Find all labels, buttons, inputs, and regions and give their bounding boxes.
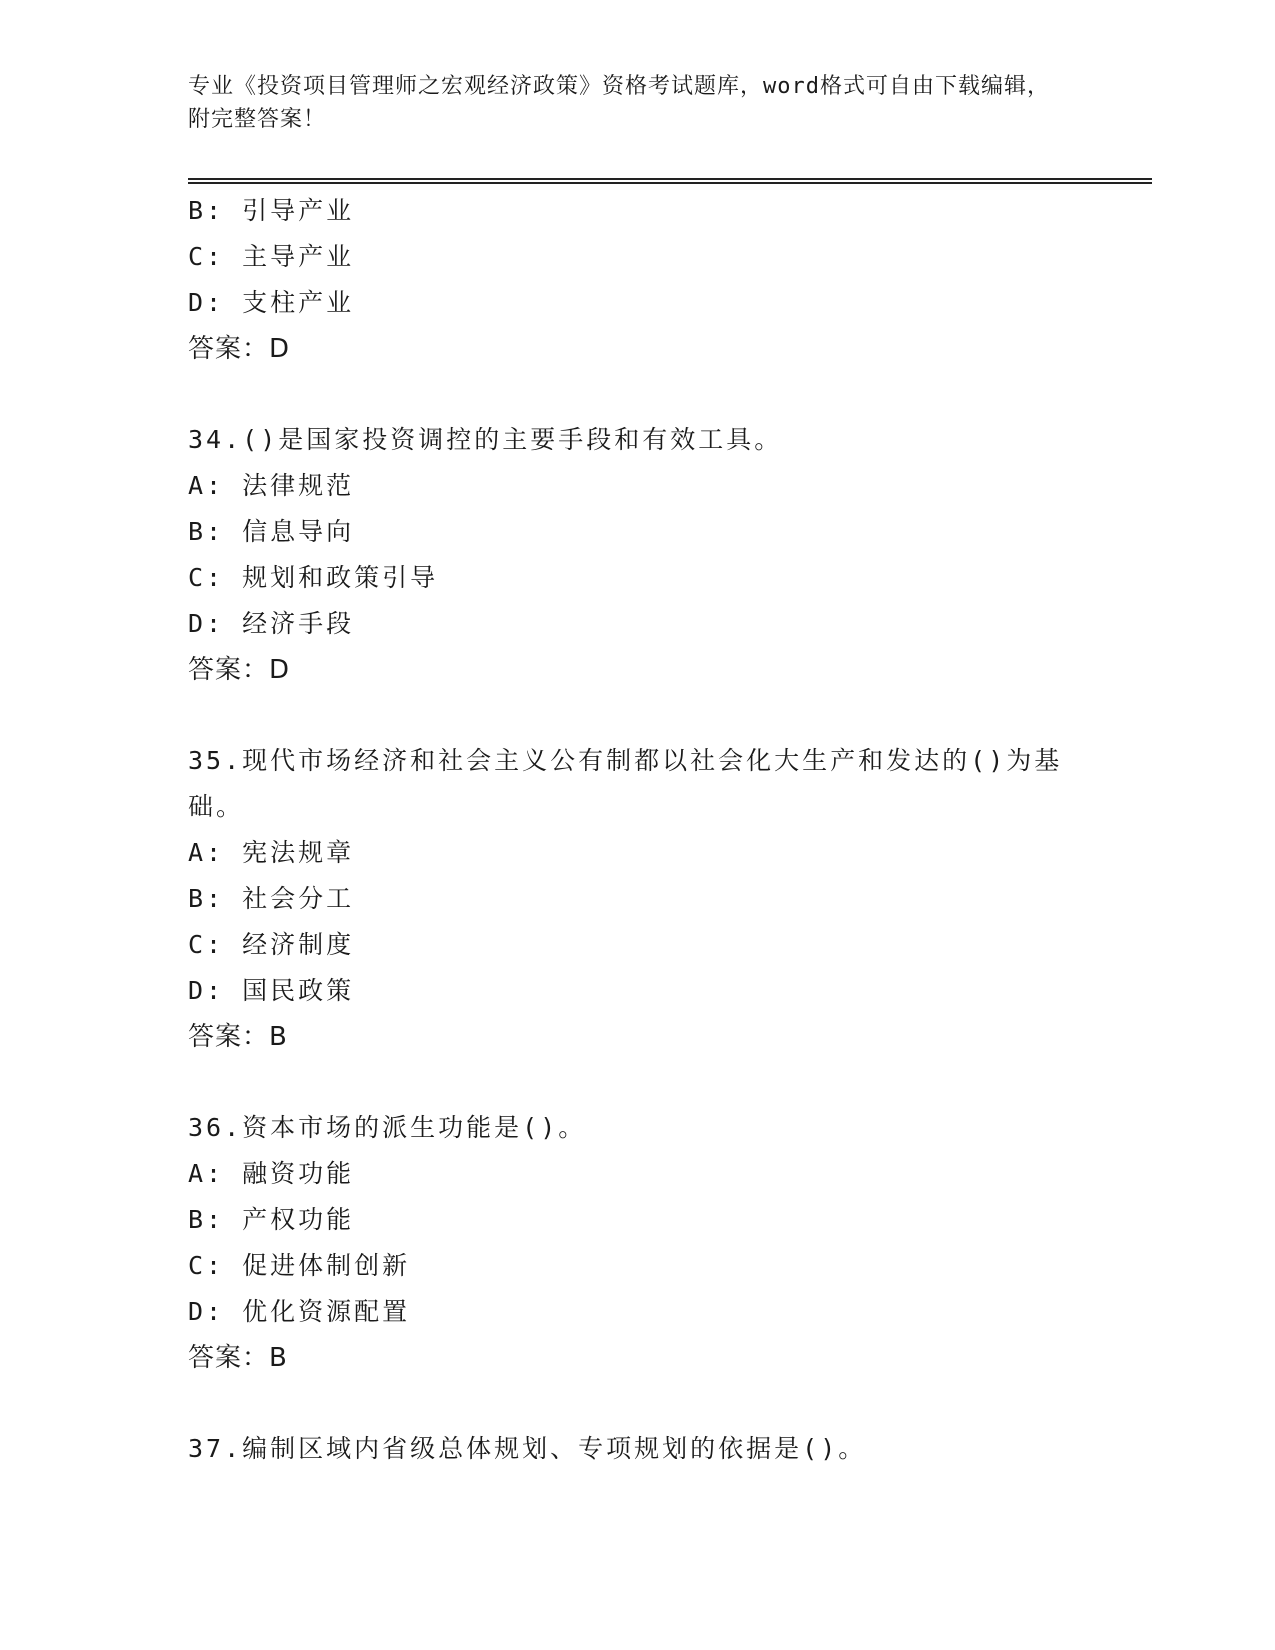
answer-line: 答案：D [188, 655, 291, 685]
option-d: D: 优化资源配置 [188, 1297, 411, 1326]
question-list [188, 188, 1088, 1472]
option-b: B: 引导产业 [188, 196, 355, 225]
option-a: A: 融资功能 [188, 1159, 355, 1188]
option-c: C: 经济制度 [188, 930, 355, 959]
question-text: 34.()是国家投资调控的主要手段和有效工具。 [188, 425, 783, 454]
header-intro: 专业《投资项目管理师之宏观经济政策》资格考试题库，word格式可自由下载编辑，附完整答案！ [188, 74, 1050, 132]
answer-line: 答案：B [188, 1343, 288, 1373]
option-b: B: 信息导向 [188, 517, 355, 546]
option-a: A: 法律规范 [188, 471, 355, 500]
question-text: 37.编制区域内省级总体规划、专项规划的依据是()。 [188, 1434, 867, 1463]
question-text: 36.资本市场的派生功能是()。 [188, 1113, 587, 1142]
spacer [188, 1381, 1088, 1426]
header-divider [188, 178, 1152, 184]
question-block-34 [188, 417, 1088, 693]
option-d: D: 经济手段 [188, 609, 355, 638]
question-block-33 [188, 188, 1088, 372]
option-d: D: 支柱产业 [188, 288, 355, 317]
question-text: 35.现代市场经济和社会主义公有制都以社会化大生产和发达的()为基础。 [188, 746, 1063, 821]
option-c: C: 主导产业 [188, 242, 355, 271]
document-header [188, 70, 1068, 136]
option-c: C: 规划和政策引导 [188, 563, 439, 592]
option-c: C: 促进体制创新 [188, 1251, 411, 1280]
option-d: D: 国民政策 [188, 976, 355, 1005]
option-b: B: 产权功能 [188, 1205, 355, 1234]
spacer [188, 693, 1088, 738]
answer-line: 答案：B [188, 1022, 288, 1052]
answer-line: 答案：D [188, 334, 291, 364]
spacer [188, 372, 1088, 417]
option-b: B: 社会分工 [188, 884, 355, 913]
question-block-35 [188, 738, 1088, 1060]
spacer [188, 1060, 1088, 1105]
option-a: A: 宪法规章 [188, 838, 355, 867]
question-block-37 [188, 1426, 1088, 1472]
question-block-36 [188, 1105, 1088, 1381]
